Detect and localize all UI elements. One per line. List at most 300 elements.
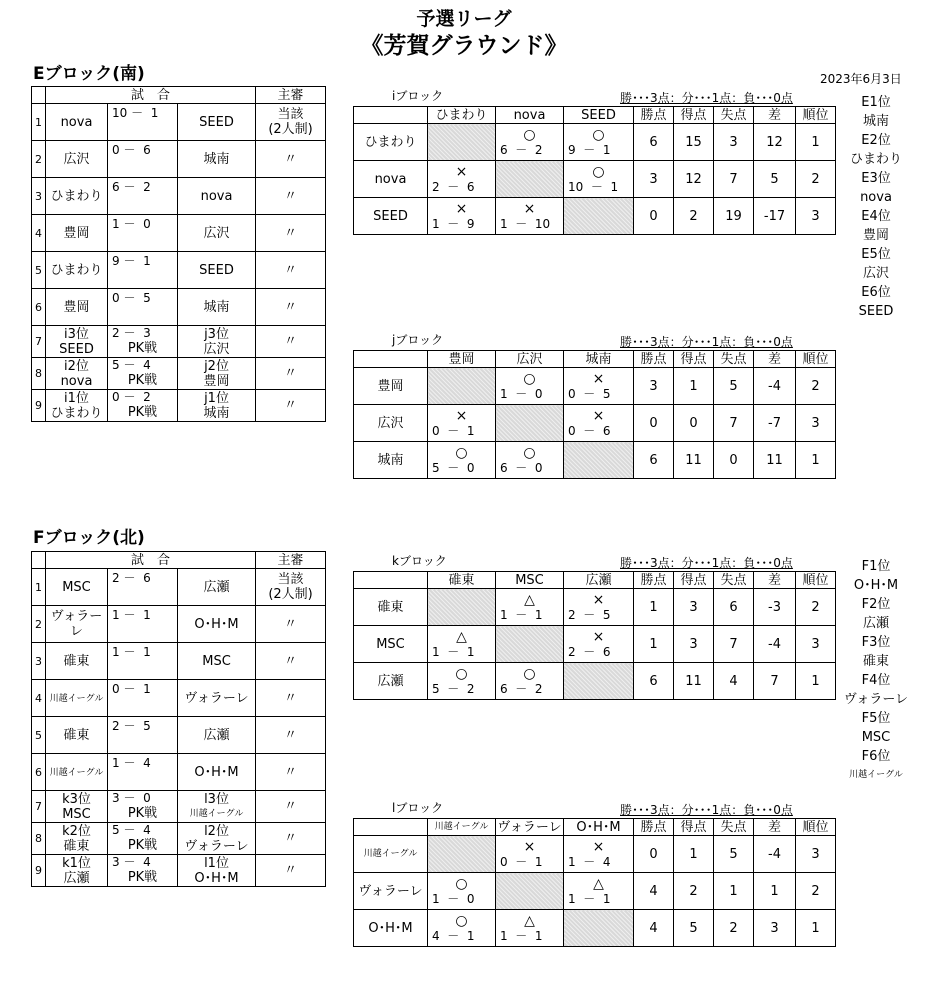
match-score <box>108 289 178 326</box>
result-cell <box>496 124 564 161</box>
result-score: 0 － 1 <box>500 855 543 869</box>
group-header-team: 城南 <box>564 351 634 368</box>
self-match-cell <box>496 873 564 910</box>
f-block-title: Fブロック(北) <box>33 528 145 548</box>
stat-cell: 7 <box>714 161 754 198</box>
stat-cell: -7 <box>754 405 796 442</box>
match-row <box>32 104 326 141</box>
referee-text: 〃 <box>284 398 298 413</box>
result-score: 9 － 1 <box>568 143 611 157</box>
self-match-cell <box>428 124 496 161</box>
match-score <box>108 791 178 823</box>
referee <box>256 215 326 252</box>
referee-text: 〃 <box>284 366 298 381</box>
group-row <box>354 124 836 161</box>
referee <box>256 326 326 358</box>
group-row-team: 碓東 <box>354 589 428 626</box>
result-cell <box>496 368 564 405</box>
group-header-stat: 得点 <box>674 819 714 836</box>
group-header-stat: 順位 <box>796 572 836 589</box>
ranking-entry: F5位 <box>861 711 891 726</box>
result-cell <box>564 161 634 198</box>
stat-cell: 2 <box>796 589 836 626</box>
result-cell <box>496 442 564 479</box>
away-team <box>178 141 256 178</box>
stat-cell: 3 <box>754 910 796 947</box>
match-number: 2 <box>32 141 46 178</box>
home-position: k3位 <box>62 791 91 807</box>
home-team <box>46 326 108 358</box>
self-match-cell <box>428 836 496 873</box>
result-mark: ○ <box>592 127 605 143</box>
ranking-entry: 広瀬 <box>862 616 889 631</box>
stat-cell: -4 <box>754 836 796 873</box>
away-team-name: 豊岡 <box>203 373 230 389</box>
referee <box>256 289 326 326</box>
referee-text: 〃 <box>284 863 298 878</box>
score-text: 0 － 6 <box>112 143 151 157</box>
referee-text: 〃 <box>284 225 298 241</box>
away-team-name: O･H･M <box>194 870 239 886</box>
away-team-name: 広沢 <box>203 341 230 357</box>
pk-label: PK戦 <box>127 838 158 853</box>
referee-text: 〃 <box>284 690 298 706</box>
referee <box>256 104 326 141</box>
group-row <box>354 161 836 198</box>
score-text: 2 － 6 <box>112 571 151 585</box>
match-row <box>32 178 326 215</box>
referee <box>256 791 326 823</box>
stat-cell: 3 <box>796 626 836 663</box>
referee-text: 〃 <box>284 799 298 814</box>
ranking-entry: E6位 <box>861 285 891 300</box>
group-i-title: iブロック <box>392 89 444 103</box>
stat-cell: 6 <box>634 663 674 700</box>
match-row <box>32 643 326 680</box>
stat-cell: 11 <box>674 663 714 700</box>
group-k-table <box>353 571 836 700</box>
away-team <box>178 215 256 252</box>
group-header-stat: 勝点 <box>634 351 674 368</box>
stat-cell: 12 <box>674 161 714 198</box>
stat-cell: 0 <box>634 405 674 442</box>
score-text: 6 － 2 <box>112 180 151 194</box>
result-cell <box>428 405 496 442</box>
group-header-team: O･H･M <box>564 819 634 836</box>
match-number: 6 <box>32 754 46 791</box>
group-row-team: 広瀬 <box>354 663 428 700</box>
match-number: 6 <box>32 289 46 326</box>
result-mark: ○ <box>523 127 536 143</box>
group-j-table <box>353 350 836 479</box>
group-header-stat: 順位 <box>796 351 836 368</box>
group-header-blank <box>354 351 428 368</box>
group-l-title: lブロック <box>392 801 444 815</box>
result-score: 1 － 1 <box>568 892 611 906</box>
match-number: 9 <box>32 855 46 887</box>
home-team <box>46 717 108 754</box>
match-row <box>32 717 326 754</box>
score-text: 3 － 4 <box>112 855 151 869</box>
home-team-name: 碓東 <box>63 653 90 669</box>
stat-cell: 0 <box>634 198 674 235</box>
away-team-name: MSC <box>202 653 231 669</box>
ranking-entry: 川越イーグル <box>849 770 903 780</box>
result-mark: × <box>592 839 605 855</box>
stat-cell: 3 <box>796 198 836 235</box>
ranking-entry: 碓東 <box>862 654 889 669</box>
f-block-match-table <box>31 551 326 887</box>
away-team <box>178 569 256 606</box>
stat-cell: 3 <box>796 836 836 873</box>
stat-cell: 3 <box>634 368 674 405</box>
self-match-cell <box>496 626 564 663</box>
referee <box>256 569 326 606</box>
score-text: 2 － 5 <box>112 719 151 733</box>
group-row <box>354 198 836 235</box>
result-cell <box>564 589 634 626</box>
away-team-name: 広瀬 <box>203 727 230 743</box>
ranking-entry: ヴォラーレ <box>843 692 909 707</box>
match-row <box>32 791 326 823</box>
stat-cell: 11 <box>754 442 796 479</box>
stat-cell: 5 <box>754 161 796 198</box>
home-team-name: 碓東 <box>63 838 90 854</box>
stat-cell: -3 <box>754 589 796 626</box>
score-text: 1 － 0 <box>112 217 151 231</box>
result-cell <box>564 405 634 442</box>
stat-cell: 1 <box>754 873 796 910</box>
result-score: 10 － 1 <box>568 180 619 194</box>
home-team-name: ひまわり <box>50 188 103 204</box>
stat-cell: 1 <box>796 442 836 479</box>
match-row <box>32 326 326 358</box>
result-cell <box>564 626 634 663</box>
score-text: 10 － 1 <box>112 106 159 120</box>
away-team <box>178 754 256 791</box>
away-team-name: ヴォラーレ <box>184 690 249 706</box>
away-team <box>178 717 256 754</box>
away-team <box>178 104 256 141</box>
result-mark: × <box>592 592 605 608</box>
group-row <box>354 442 836 479</box>
away-team-name: 広瀬 <box>203 579 230 595</box>
stat-cell: 6 <box>714 589 754 626</box>
stat-cell: 1 <box>674 368 714 405</box>
ranking-entry: E5位 <box>861 247 891 262</box>
group-header-stat: 失点 <box>714 351 754 368</box>
match-score <box>108 680 178 717</box>
referee <box>256 643 326 680</box>
referee <box>256 358 326 390</box>
home-team-name: MSC <box>62 806 91 822</box>
e-block-title: Eブロック(南) <box>33 64 145 84</box>
away-team-name: ヴォラーレ <box>184 838 249 854</box>
group-row-team: SEED <box>354 198 428 235</box>
home-team <box>46 754 108 791</box>
pk-label: PK戦 <box>127 405 158 420</box>
referee-text: 〃 <box>284 299 298 315</box>
result-score: 4 － 1 <box>432 929 475 943</box>
match-score <box>108 754 178 791</box>
match-row <box>32 569 326 606</box>
away-team-name: SEED <box>199 114 234 130</box>
group-row <box>354 589 836 626</box>
home-team-name: 碓東 <box>63 727 90 743</box>
group-row-team: 広沢 <box>354 405 428 442</box>
group-header-stat: 順位 <box>796 819 836 836</box>
result-score: 1 － 0 <box>432 892 475 906</box>
home-team-name: 広沢 <box>63 151 90 167</box>
stat-cell: 1 <box>674 836 714 873</box>
result-mark: ○ <box>455 913 468 929</box>
result-mark: △ <box>524 592 535 608</box>
stat-cell: 6 <box>634 442 674 479</box>
away-team <box>178 326 256 358</box>
stat-cell: 2 <box>796 161 836 198</box>
referee <box>256 823 326 855</box>
home-team-name: ひまわり <box>50 262 103 278</box>
group-row <box>354 368 836 405</box>
match-row <box>32 855 326 887</box>
away-team-name: 城南 <box>203 405 230 421</box>
group-header-stat: 失点 <box>714 819 754 836</box>
away-team <box>178 358 256 390</box>
match-score <box>108 326 178 358</box>
match-row <box>32 215 326 252</box>
group-header-team: SEED <box>564 107 634 124</box>
stat-cell: 4 <box>634 910 674 947</box>
home-position: k2位 <box>62 823 91 839</box>
result-mark: × <box>523 839 536 855</box>
stat-cell: 6 <box>634 124 674 161</box>
self-match-cell <box>564 910 634 947</box>
stat-cell: 3 <box>714 124 754 161</box>
result-cell <box>428 910 496 947</box>
match-score <box>108 358 178 390</box>
home-team <box>46 606 108 643</box>
pk-label: PK戦 <box>127 341 158 356</box>
referee-text: 〃 <box>284 151 298 167</box>
away-position: l1位 <box>204 855 229 871</box>
group-row <box>354 836 836 873</box>
ranking-entry: SEED <box>858 304 894 319</box>
match-number: 1 <box>32 569 46 606</box>
group-row-team: ヴォラーレ <box>354 873 428 910</box>
match-score <box>108 606 178 643</box>
referee <box>256 680 326 717</box>
home-team-name: SEED <box>59 341 94 357</box>
away-team-name: 城南 <box>203 299 230 315</box>
group-row-team: 城南 <box>354 442 428 479</box>
group-row <box>354 626 836 663</box>
result-score: 6 － 2 <box>500 682 543 696</box>
group-row-team: 川越イーグル <box>354 836 428 873</box>
result-score: 0 － 6 <box>568 424 611 438</box>
stat-cell: 3 <box>674 589 714 626</box>
referee-text: 〃 <box>284 764 298 780</box>
pk-label: PK戦 <box>127 373 158 388</box>
result-cell <box>496 910 564 947</box>
score-text: 1 － 1 <box>112 645 151 659</box>
group-row <box>354 663 836 700</box>
away-team <box>178 390 256 422</box>
match-score <box>108 717 178 754</box>
referee <box>256 390 326 422</box>
away-team-name: SEED <box>199 262 234 278</box>
result-score: 1 － 9 <box>432 217 475 231</box>
away-team-name: 城南 <box>203 151 230 167</box>
self-match-cell <box>496 161 564 198</box>
match-number: 2 <box>32 606 46 643</box>
stat-cell: -4 <box>754 368 796 405</box>
group-row-team: O･H･M <box>354 910 428 947</box>
stat-cell: 2 <box>796 368 836 405</box>
result-score: 5 － 0 <box>432 461 475 475</box>
group-header-team: ヴォラーレ <box>497 819 562 835</box>
result-mark: × <box>592 371 605 387</box>
stat-cell: 12 <box>754 124 796 161</box>
page-subtitle: 《芳賀グラウンド》 <box>360 33 568 59</box>
home-team-name: ヴォラーレ <box>50 609 103 639</box>
group-header-stat: 失点 <box>714 107 754 124</box>
result-score: 5 － 2 <box>432 682 475 696</box>
group-header-stat: 勝点 <box>634 819 674 836</box>
home-team <box>46 289 108 326</box>
group-j-rule: 勝･･･3点：分･･･1点：負･･･0点 <box>620 335 793 349</box>
group-header-team: MSC <box>496 572 564 589</box>
result-mark: × <box>523 201 536 217</box>
stat-cell: 4 <box>634 873 674 910</box>
match-score <box>108 104 178 141</box>
stat-cell: 5 <box>714 836 754 873</box>
result-mark: △ <box>593 876 604 892</box>
score-text: 0 － 5 <box>112 291 151 305</box>
stat-cell: 1 <box>796 910 836 947</box>
stat-cell: 7 <box>714 405 754 442</box>
group-row-team: 豊岡 <box>354 368 428 405</box>
away-position: j3位 <box>204 326 229 342</box>
group-header-stat: 差 <box>754 351 796 368</box>
match-row <box>32 358 326 390</box>
group-header-stat: 順位 <box>796 107 836 124</box>
score-text: 1 － 4 <box>112 756 151 770</box>
group-header-team: nova <box>496 107 564 124</box>
away-team <box>178 855 256 887</box>
result-score: 1 － 1 <box>500 929 543 943</box>
stat-cell: 1 <box>796 663 836 700</box>
match-row <box>32 289 326 326</box>
home-team <box>46 141 108 178</box>
referee-text: 〃 <box>284 262 298 278</box>
match-number: 5 <box>32 252 46 289</box>
stat-cell: 1 <box>634 626 674 663</box>
match-row <box>32 823 326 855</box>
referee-text: 〃 <box>284 831 298 846</box>
away-team-name: 川越イーグル <box>189 808 244 819</box>
referee <box>256 754 326 791</box>
group-header-stat: 差 <box>754 572 796 589</box>
stat-cell: 1 <box>714 873 754 910</box>
stat-cell: 1 <box>796 124 836 161</box>
group-l-table <box>353 818 836 947</box>
group-k-title: kブロック <box>392 554 447 568</box>
home-position: i2位 <box>64 358 89 374</box>
referee <box>256 141 326 178</box>
score-text: 3 － 0 <box>112 791 151 805</box>
home-team-name: 川越イーグル <box>49 693 104 704</box>
result-cell <box>428 442 496 479</box>
match-score <box>108 141 178 178</box>
referee-text: 当該 (2人制) <box>268 572 313 602</box>
stat-cell: 3 <box>634 161 674 198</box>
match-score <box>108 569 178 606</box>
result-cell <box>496 836 564 873</box>
ranking-entry: E1位 <box>861 95 891 110</box>
match-row <box>32 606 326 643</box>
away-team <box>178 643 256 680</box>
match-number: 8 <box>32 358 46 390</box>
stat-cell: 1 <box>634 589 674 626</box>
stat-cell: -4 <box>754 626 796 663</box>
home-team <box>46 390 108 422</box>
group-header-stat: 勝点 <box>634 572 674 589</box>
result-cell <box>564 873 634 910</box>
group-k-rule: 勝･･･3点：分･･･1点：負･･･0点 <box>620 556 793 570</box>
result-cell <box>428 663 496 700</box>
referee-text: 〃 <box>284 727 298 743</box>
result-cell <box>496 589 564 626</box>
score-text: 9 － 1 <box>112 254 151 268</box>
home-team <box>46 791 108 823</box>
match-number: 4 <box>32 680 46 717</box>
score-text: 1 － 1 <box>112 608 151 622</box>
group-header-team: 広瀬 <box>564 572 634 589</box>
result-mark: ○ <box>523 445 536 461</box>
group-header-team: 碓東 <box>428 572 496 589</box>
result-cell <box>564 368 634 405</box>
referee <box>256 252 326 289</box>
result-score: 1 － 10 <box>500 217 551 231</box>
header-referee: 主審 <box>256 552 326 569</box>
match-number: 8 <box>32 823 46 855</box>
ranking-entry: F1位 <box>861 559 891 574</box>
header-match: 試 合 <box>46 87 256 104</box>
result-score: 2 － 6 <box>568 645 611 659</box>
result-mark: ○ <box>455 666 468 682</box>
referee <box>256 855 326 887</box>
away-position: l2位 <box>204 823 229 839</box>
match-score <box>108 823 178 855</box>
match-row <box>32 252 326 289</box>
match-number: 9 <box>32 390 46 422</box>
header-blank <box>32 87 46 104</box>
stat-cell: 11 <box>674 442 714 479</box>
stat-cell: 7 <box>714 626 754 663</box>
away-team-name: nova <box>200 188 233 204</box>
header-referee: 主審 <box>256 87 326 104</box>
ranking-entry: 豊岡 <box>862 228 889 243</box>
score-text: 2 － 3 <box>112 326 151 340</box>
result-mark: × <box>455 201 468 217</box>
ranking-entry: E2位 <box>861 133 891 148</box>
home-team-name: ひまわり <box>50 405 103 421</box>
group-header-team: 豊岡 <box>428 351 496 368</box>
group-header-blank <box>354 819 428 836</box>
result-mark: △ <box>524 913 535 929</box>
result-mark: × <box>455 408 468 424</box>
result-mark: × <box>592 629 605 645</box>
